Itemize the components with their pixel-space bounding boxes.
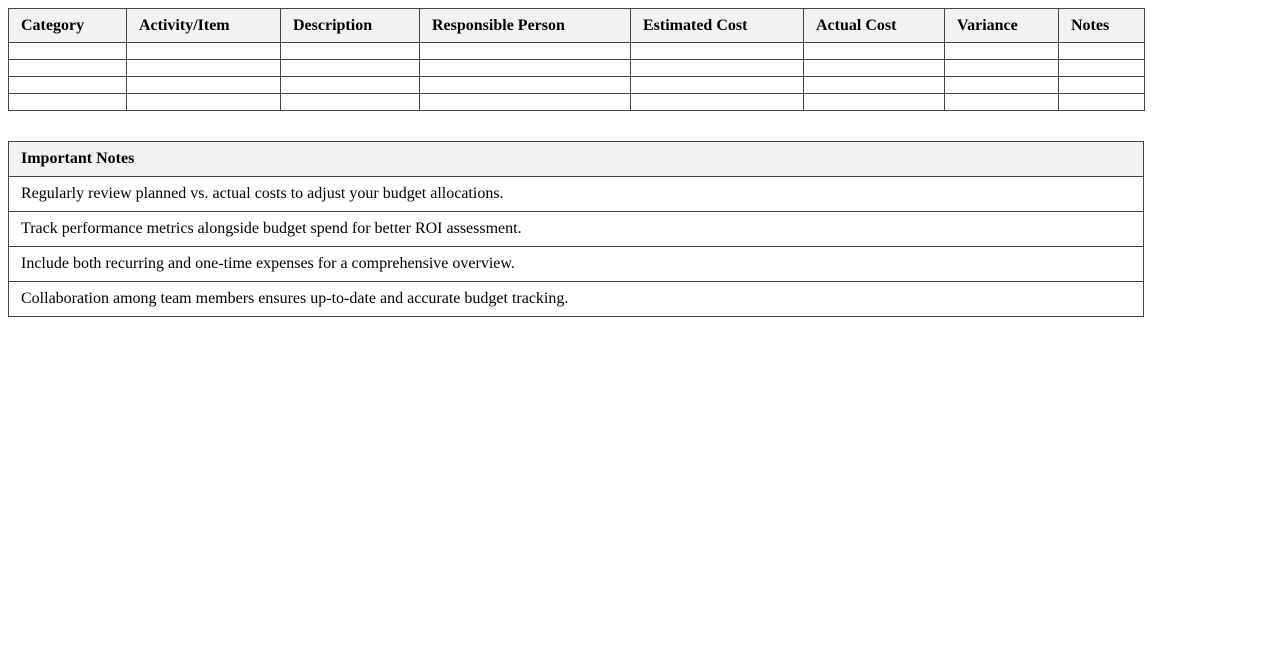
table-row	[9, 77, 1145, 94]
cell-description[interactable]	[281, 77, 420, 94]
list-item	[9, 282, 1144, 317]
header-description: Description	[281, 9, 420, 43]
cell-actual-cost[interactable]	[804, 77, 945, 94]
cell-actual-cost[interactable]	[804, 60, 945, 77]
cell-notes[interactable]	[1059, 60, 1145, 77]
note-text: Include both recurring and one-time expenses for a comprehensive overview.	[9, 247, 1144, 282]
note-text: Track performance metrics alongside budget spend for better ROI assessment.	[9, 212, 1144, 247]
list-item	[9, 177, 1144, 212]
cell-actual-cost[interactable]	[804, 94, 945, 111]
cell-estimated-cost[interactable]	[631, 60, 804, 77]
cell-category[interactable]	[9, 94, 127, 111]
header-notes: Notes	[1059, 9, 1145, 43]
cell-notes[interactable]	[1059, 94, 1145, 111]
note-text: Collaboration among team members ensures up-to-date and accurate budget tracking.	[9, 282, 1144, 317]
cell-responsible-person[interactable]	[420, 94, 631, 111]
cell-activity-item[interactable]	[127, 43, 281, 60]
header-activity-item: Activity/Item	[127, 9, 281, 43]
important-notes-heading: Important Notes	[9, 142, 1144, 177]
cell-description[interactable]	[281, 94, 420, 111]
cell-notes[interactable]	[1059, 43, 1145, 60]
cell-activity-item[interactable]	[127, 94, 281, 111]
list-item	[9, 212, 1144, 247]
cell-notes[interactable]	[1059, 77, 1145, 94]
header-actual-cost: Actual Cost	[804, 9, 945, 43]
notes-header-row	[9, 142, 1144, 177]
budget-header-row	[9, 9, 1145, 43]
cell-category[interactable]	[9, 60, 127, 77]
table-row	[9, 43, 1145, 60]
page	[0, 0, 1278, 317]
note-text: Regularly review planned vs. actual costs to adjust your budget allocations.	[9, 177, 1144, 212]
budget-table	[8, 8, 1145, 111]
cell-category[interactable]	[9, 43, 127, 60]
cell-description[interactable]	[281, 43, 420, 60]
cell-activity-item[interactable]	[127, 77, 281, 94]
cell-responsible-person[interactable]	[420, 43, 631, 60]
cell-description[interactable]	[281, 60, 420, 77]
cell-estimated-cost[interactable]	[631, 43, 804, 60]
cell-estimated-cost[interactable]	[631, 94, 804, 111]
header-responsible-person: Responsible Person	[420, 9, 631, 43]
header-variance: Variance	[945, 9, 1059, 43]
cell-responsible-person[interactable]	[420, 77, 631, 94]
cell-estimated-cost[interactable]	[631, 77, 804, 94]
cell-responsible-person[interactable]	[420, 60, 631, 77]
table-row	[9, 60, 1145, 77]
cell-variance[interactable]	[945, 77, 1059, 94]
cell-variance[interactable]	[945, 94, 1059, 111]
important-notes-table	[8, 141, 1144, 317]
table-row	[9, 94, 1145, 111]
header-category: Category	[9, 9, 127, 43]
cell-variance[interactable]	[945, 43, 1059, 60]
cell-category[interactable]	[9, 77, 127, 94]
cell-variance[interactable]	[945, 60, 1059, 77]
cell-activity-item[interactable]	[127, 60, 281, 77]
header-estimated-cost: Estimated Cost	[631, 9, 804, 43]
cell-actual-cost[interactable]	[804, 43, 945, 60]
list-item	[9, 247, 1144, 282]
